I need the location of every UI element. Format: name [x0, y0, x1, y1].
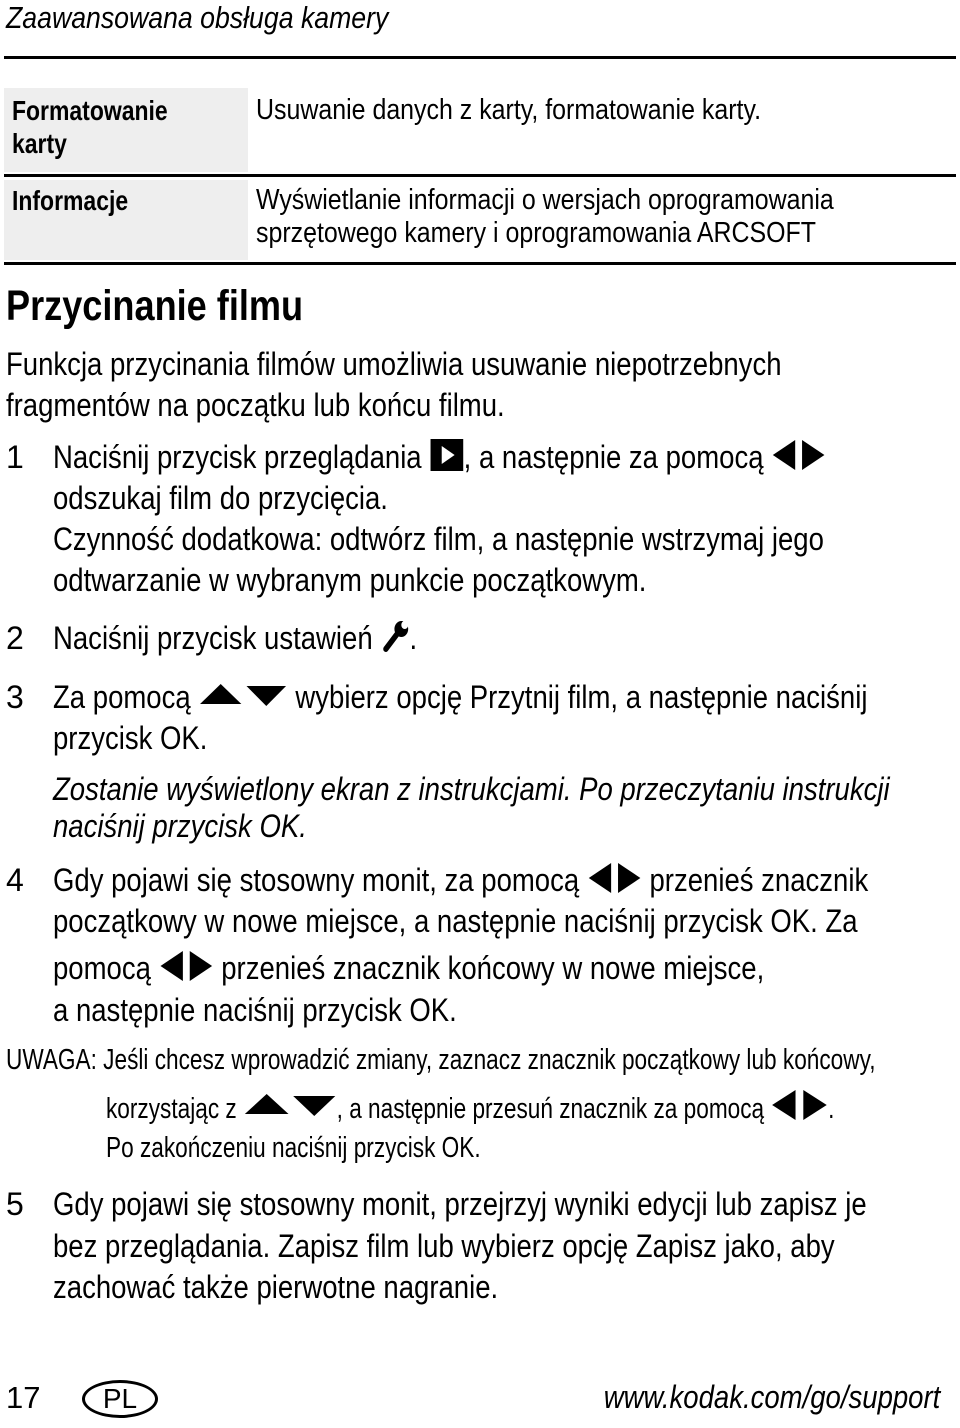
- step-4-line: pomocą przenieś znacznik końcowy w nowe miejsce,: [53, 948, 764, 993]
- step-number: 1: [6, 439, 24, 475]
- page-number: 17: [6, 1380, 41, 1415]
- note-text: Po zakończeniu naciśnij przycisk OK.: [106, 1132, 481, 1164]
- step-1-line: odszukaj film do przycięcia.: [53, 480, 388, 516]
- table-row-description: Usuwanie danych z karty, formatowanie karty.: [256, 94, 762, 126]
- table-row-divider: [4, 174, 956, 177]
- step-number: 5: [6, 1186, 24, 1222]
- section-intro: Funkcja przycinania filmów umożliwia usuwanie niepotrzebnych fragmentów na początku lub końcu filmu.: [6, 346, 782, 423]
- up-down-arrows-icon: [243, 1090, 337, 1131]
- step-3-line: Za pomocą wybierz opcję Przytnij film, a następnie naciśnij: [53, 677, 867, 720]
- step-number: 3: [6, 679, 24, 715]
- step-3-result: Zostanie wyświetlony ekran z instrukcjami. Po przeczytaniu instrukcji: [53, 771, 890, 807]
- left-right-arrows-icon: [771, 438, 826, 482]
- note-text: UWAGA: Jeśli chcesz wprowadzić zmiany, zaznacz znacznik początkowy lub końcowy,: [6, 1044, 876, 1076]
- step-5-line: zachować także pierwotne nagranie.: [53, 1269, 499, 1305]
- note-text: korzystając z , a następnie przesuń znacznik za pomocą .: [106, 1088, 834, 1133]
- left-right-arrows-icon: [159, 949, 214, 993]
- section-title: Przycinanie filmu: [6, 282, 304, 330]
- step-2-line: Naciśnij przycisk ustawień .: [53, 618, 417, 663]
- step-3-result: naciśnij przycisk OK.: [53, 808, 307, 844]
- step-3-line: przycisk OK.: [53, 720, 208, 756]
- up-down-arrows-icon: [198, 679, 287, 720]
- table-row-description: Wyświetlanie informacji o wersjach oprogramowania sprzętowego kamery i oprogramowania ARCSOFT: [256, 184, 834, 249]
- table-row-label: Formatowanie karty: [12, 95, 168, 159]
- step-1-line: Czynność dodatkowa: odtwórz film, a następnie wstrzymaj jego: [53, 521, 824, 557]
- header-divider: [4, 56, 956, 59]
- left-right-arrows-icon: [770, 1088, 828, 1133]
- page-header-title: Zaawansowana obsługa kamery: [6, 0, 389, 35]
- table-row-label: Informacje: [12, 185, 129, 216]
- table-row-divider: [4, 262, 956, 265]
- step-4-line: początkowy w nowe miejsce, a następnie naciśnij przycisk OK. Za: [53, 903, 858, 939]
- left-right-arrows-icon: [587, 861, 642, 905]
- step-4-line: Gdy pojawi się stosowny monit, za pomocą przenieś znacznik: [53, 860, 868, 905]
- step-5-line: Gdy pojawi się stosowny monit, przejrzyj wyniki edycji lub zapisz je: [53, 1186, 867, 1222]
- support-url: www.kodak.com/go/support: [603, 1379, 940, 1415]
- review-play-icon: [429, 438, 463, 482]
- wrench-settings-icon: [380, 619, 409, 663]
- step-1-line: Naciśnij przycisk przeglądania , a następnie za pomocą: [53, 437, 826, 482]
- step-number: 4: [6, 862, 24, 898]
- language-badge: PL: [82, 1380, 158, 1418]
- step-4-line: a następnie naciśnij przycisk OK.: [53, 992, 457, 1028]
- step-5-line: bez przeglądania. Zapisz film lub wybierz opcję Zapisz jako, aby: [53, 1228, 835, 1264]
- step-1-line: odtwarzanie w wybranym punkcie początkowym.: [53, 562, 647, 598]
- step-number: 2: [6, 620, 24, 656]
